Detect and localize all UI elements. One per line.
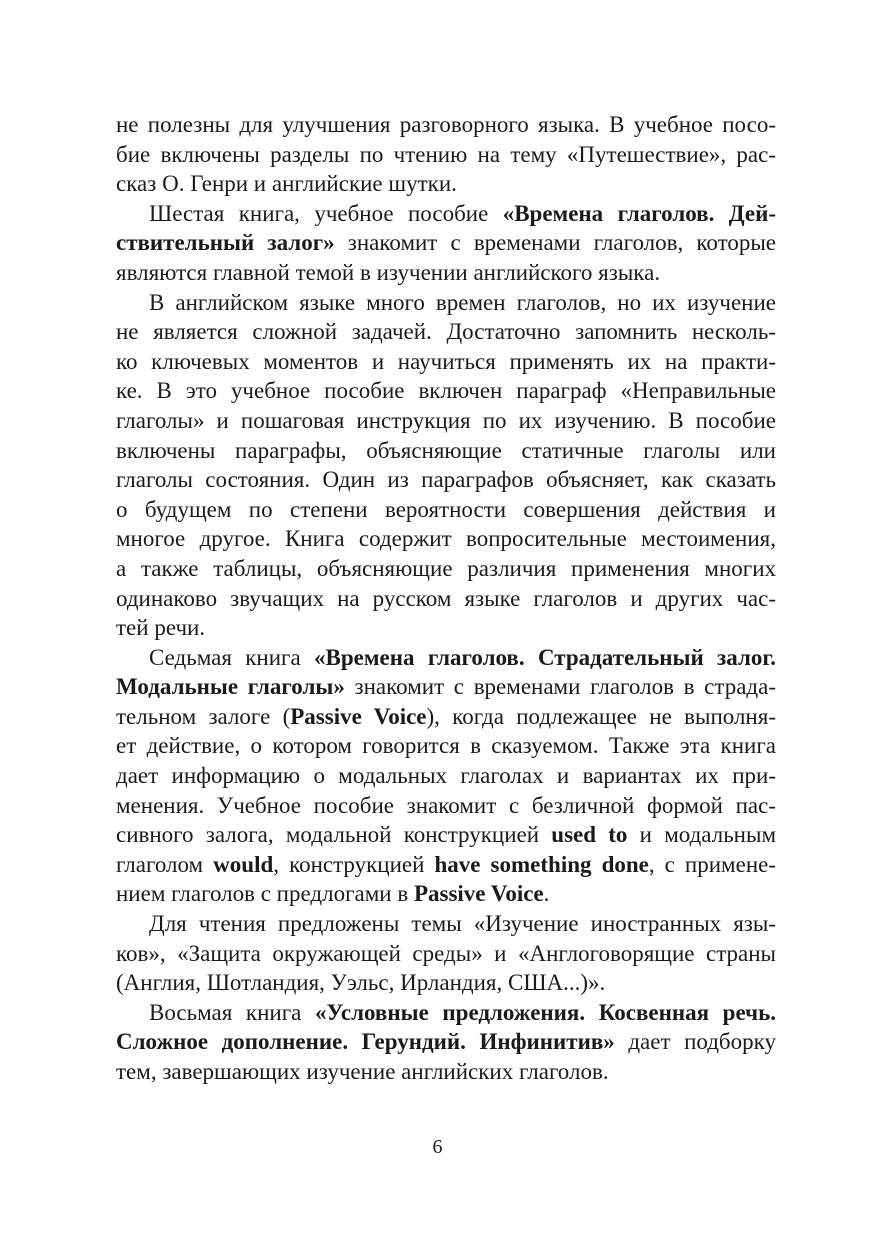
text-line: многое другое. Книга содержит вопросительные местоимения, bbox=[116, 526, 776, 552]
text-line: Модальные глаголы» знакомит с временами глаголов в страда- bbox=[116, 674, 776, 700]
text-line: тельном залоге (Passive Voice), когда подлежащее не выполня- bbox=[116, 703, 776, 729]
text-line: тем, завершающих изучение английских глаголов. bbox=[116, 1059, 609, 1084]
text-line: менения. Учебное пособие знакомит с безличной формой пас- bbox=[116, 792, 776, 818]
paragraph bbox=[116, 909, 776, 998]
text-line: ко ключевых моментов и научиться применять их на практи- bbox=[116, 348, 776, 374]
text-line: о будущем по степени вероятности совершения действия и bbox=[116, 496, 776, 522]
text-line: Шестая книга, учебное пособие «Времена глаголов. Дей- bbox=[149, 200, 776, 226]
text-line: не полезны для улучшения разговорного языка. В учебное посо- bbox=[116, 112, 776, 137]
text-line: бие включены разделы по чтению на тему «Путешествие», рас- bbox=[116, 141, 776, 167]
text-line: ствительный залог» знакомит с временами глаголов, которые bbox=[116, 230, 776, 256]
paragraph bbox=[116, 110, 776, 199]
text-line: ков», «Защита окружающей среды» и «Англоговорящие страны bbox=[116, 940, 776, 966]
paragraph bbox=[116, 288, 776, 643]
text-line: (Англия, Шотландия, Уэльс, Ирландия, США...)». bbox=[116, 970, 606, 996]
text-line: одинаково звучащих на русском языке глаголов и других час- bbox=[116, 585, 776, 611]
text-line: глаголы» и пошаговая инструкция по их изучению. В пособие bbox=[116, 407, 776, 433]
text-line: нием глаголов с предлогами в Passive Voice. bbox=[116, 881, 550, 907]
text-line: ет действие, о котором говорится в сказуемом. Также эта книга bbox=[116, 733, 776, 759]
text-line: глаголом would, конструкцией have something done, с примене- bbox=[116, 851, 776, 877]
text-line: Для чтения предложены темы «Изучение иностранных язы- bbox=[149, 911, 776, 937]
text-line: ке. В это учебное пособие включен параграф «Неправильные bbox=[116, 378, 776, 404]
text-line: В английском языке много времен глаголов, но их изучение bbox=[149, 289, 776, 315]
text-line: глаголы состояния. Один из параграфов объясняет, как сказать bbox=[116, 467, 776, 493]
page-body bbox=[116, 110, 776, 1087]
text-line: сказ О. Генри и английские шутки. bbox=[116, 171, 457, 197]
text-line: не является сложной задачей. Достаточно запомнить несколь- bbox=[116, 319, 776, 345]
text-line: Восьмая книга «Условные предложения. Косвенная речь. bbox=[149, 999, 776, 1025]
page-number: 6 bbox=[432, 1136, 443, 1158]
text-line: сивного залога, модальной конструкцией used to и модальным bbox=[116, 822, 776, 848]
text-line: дает информацию о модальных глаголах и вариантах их при- bbox=[116, 763, 776, 789]
text-line: Сложное дополнение. Герундий. Инфинитив» дает подборку bbox=[116, 1029, 776, 1055]
paragraph bbox=[116, 998, 776, 1087]
paragraph bbox=[116, 199, 776, 288]
text-line: а также таблицы, объясняющие различия применения многих bbox=[116, 555, 776, 581]
text-line: тей речи. bbox=[116, 615, 206, 641]
text-line: Седьмая книга «Времена глаголов. Страдательный залог. bbox=[149, 644, 776, 670]
text-line: включены параграфы, объясняющие статичные глаголы или bbox=[116, 437, 776, 463]
paragraph bbox=[116, 643, 776, 909]
text-line: являются главной темой в изучении английского языка. bbox=[116, 259, 661, 285]
